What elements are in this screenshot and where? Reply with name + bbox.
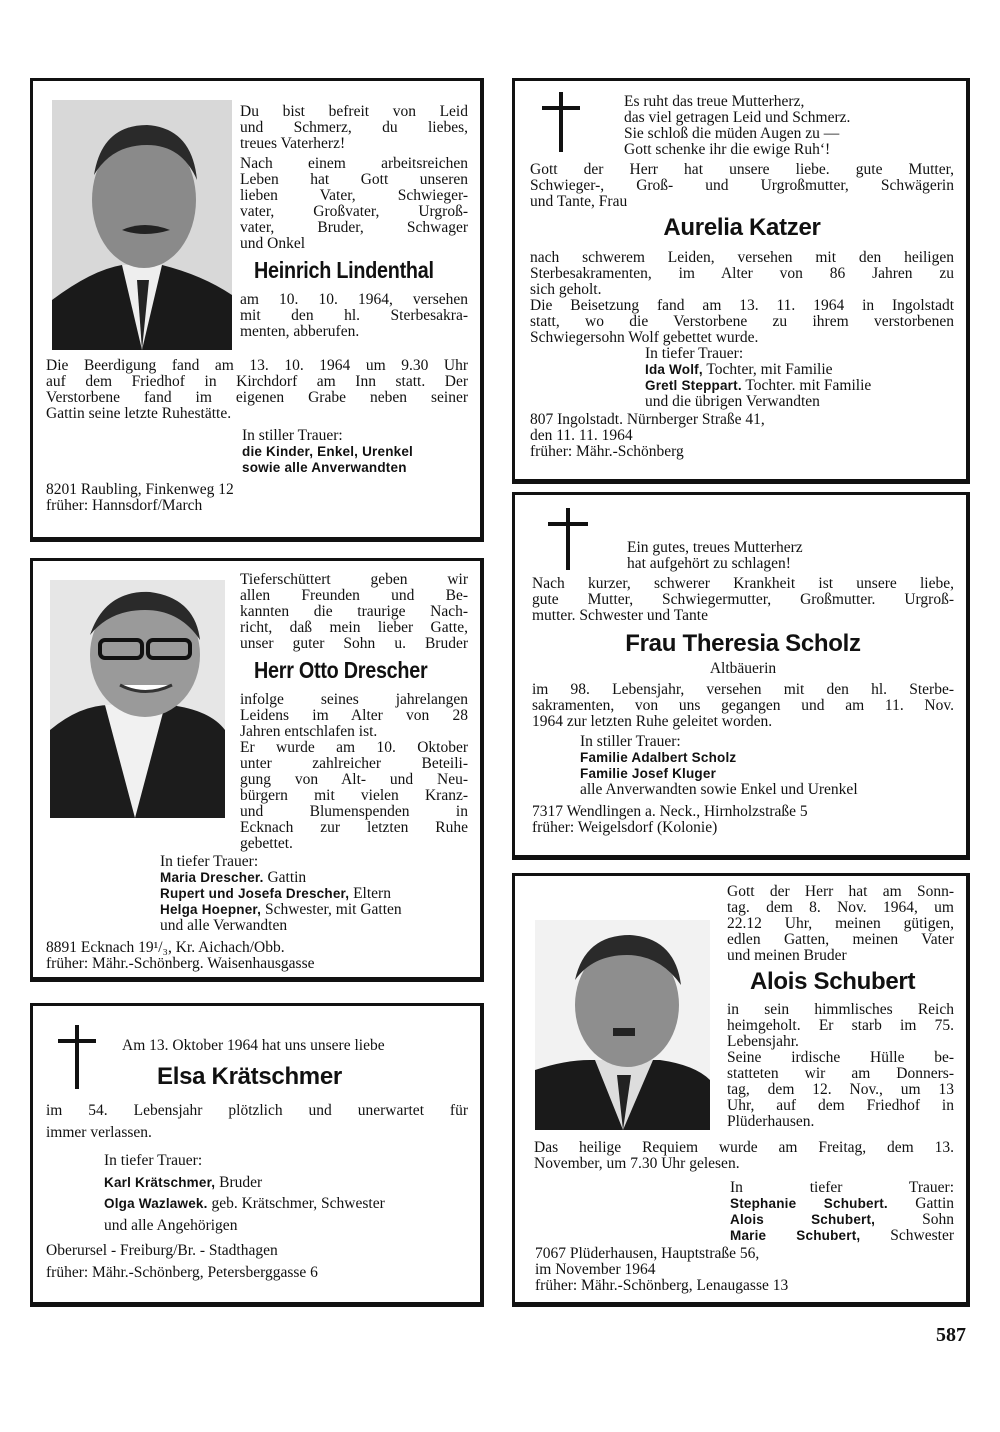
- text-line: heimgeholt. Er starb im 75.: [727, 1017, 954, 1034]
- text-line: lieben Vater, Schwieger-: [240, 187, 468, 204]
- mourners: [104, 1150, 468, 1236]
- text-line: November, um 7.30 Uhr gelesen.: [534, 1155, 740, 1172]
- text-line: [730, 1196, 954, 1212]
- death-text: [240, 292, 468, 340]
- text-line: Nach einem arbeitsreichen: [240, 155, 468, 172]
- text-line: Das heilige Requiem wurde am Freitag, dem 13.: [534, 1139, 954, 1156]
- text-line: In tiefer Trauer:: [730, 1179, 954, 1196]
- text-line: Ein gutes, treues Mutterherz: [627, 539, 803, 556]
- text-line: Leben hat Gott unseren: [240, 171, 468, 188]
- mourner-relation: Tochter, mit Familie: [702, 361, 833, 378]
- text-line: [580, 750, 954, 766]
- text-line: früher: Weigelsdorf (Kolonie): [532, 819, 718, 836]
- text-line: Gattin seine letzte Ruhestätte.: [46, 405, 232, 422]
- text-line: immer verlassen.: [46, 1123, 152, 1141]
- text-line: Sie schloß die müden Augen zu —: [624, 125, 840, 142]
- funeral-text: [46, 358, 468, 422]
- text-line: Tieferschüttert geben wir: [240, 571, 468, 588]
- intro-verse: [240, 104, 468, 152]
- text-line: früher: Mähr.-Schönberg, Lenaugasse 13: [535, 1277, 789, 1294]
- requiem-text: [534, 1140, 954, 1172]
- text-line: unser guter Sohn u. Bruder: [240, 635, 468, 652]
- text-line: treues Vaterherz!: [240, 135, 346, 152]
- text-line: richt, daß mein lieber Gatte,: [240, 619, 468, 636]
- deceased-name: Aurelia Katzer: [663, 214, 821, 241]
- text-line: 7067 Plüderhausen, Hauptstraße 56,: [535, 1245, 760, 1262]
- text-line: hat aufgehört zu schlagen!: [627, 555, 791, 572]
- mourners: [242, 428, 468, 476]
- text-line: früher: Hannsdorf/March: [46, 497, 203, 514]
- text-line: vater, Bruder, Schwager: [240, 219, 468, 236]
- announcement-text: [532, 576, 954, 624]
- text-line: In tiefer Trauer:: [104, 1152, 203, 1169]
- mourner-relation: Sohn: [875, 1211, 955, 1228]
- text-line: In tiefer Trauer:: [645, 345, 744, 362]
- text-line: gute Mutter, Schwiegermutter, Großmutter. Urgroß-: [532, 591, 954, 608]
- text-line: Plüderhausen.: [727, 1113, 815, 1130]
- text-line: mutter. Schwester und Tante: [532, 607, 708, 624]
- text-line: gebettet.: [240, 835, 293, 852]
- deceased-name: Frau Theresia Scholz: [625, 630, 861, 657]
- text-line: im 98. Lebensjahr, versehen mit den hl. Sterbe-: [532, 681, 954, 698]
- text-line: edlen Gatten, meinen Vater: [727, 931, 954, 948]
- text-line: kannten die traurige Nach-: [240, 603, 468, 620]
- text-line: unter zahlreicher Beteili-: [240, 755, 468, 772]
- text-line: 8201 Raubling, Finkenweg 12: [46, 481, 234, 498]
- verse: [624, 94, 954, 158]
- text-line: [645, 378, 954, 394]
- text-line: Oberursel - Freiburg/Br. - Stadthagen: [46, 1242, 278, 1259]
- text-line: und Tante, Frau: [530, 193, 628, 210]
- deceased-name: Heinrich Lindenthal: [254, 257, 434, 283]
- text-line: [242, 444, 468, 460]
- text-line: bürgern mit vielen Kranz-: [240, 787, 468, 804]
- address: [46, 482, 446, 514]
- page-number: 587: [936, 1324, 966, 1346]
- text-line: Nach kurzer, schwerer Krankheit ist unsere liebe,: [532, 575, 954, 592]
- portrait-photo-schubert: [535, 920, 710, 1130]
- text-line: und Schmerz, du liebes,: [240, 119, 468, 136]
- text-line: tag, dem 12. Nov., um 13: [727, 1081, 954, 1098]
- death-text: [727, 1002, 954, 1050]
- text-line: vater, Großvater, Urgroß-: [240, 203, 468, 220]
- text-line: [160, 902, 468, 918]
- mourner-name: Helga Hoepner,: [160, 902, 262, 917]
- death-text: [532, 682, 954, 730]
- portrait-photo-drescher: [50, 580, 225, 818]
- text-line: Du bist befreit von Leid: [240, 103, 468, 120]
- mourners: [730, 1180, 954, 1244]
- text-line: Lebensjahr.: [727, 1033, 799, 1050]
- text-line: nach schwerem Leiden, versehen mit den heiligen: [530, 249, 954, 266]
- text-line: In stiller Trauer:: [580, 733, 681, 750]
- text-line: [160, 870, 468, 886]
- mourner-relation: Gattin: [887, 1195, 955, 1212]
- address: [46, 1240, 446, 1283]
- text-line: und die übrigen Verwandten: [645, 393, 820, 410]
- portrait-photo-lindenthal: [52, 100, 232, 350]
- text-line: [104, 1172, 468, 1194]
- text-line: am 10. 10. 1964, versehen: [240, 291, 468, 308]
- text-line: 807 Ingolstadt. Nürnberger Straße 41,: [530, 411, 765, 428]
- text-line: früher: Mähr.-Schönberg, Petersberggasse 6: [46, 1263, 318, 1281]
- text-line: sich geholt.: [530, 281, 602, 298]
- text-line: [160, 886, 468, 902]
- mourner-relation: Schwester: [860, 1227, 955, 1244]
- mourner-name: Alois Schubert,: [730, 1212, 876, 1227]
- text-line: Er wurde am 10. Oktober: [240, 739, 468, 756]
- text-line: Es ruht das treue Mutterherz,: [624, 93, 805, 110]
- mourners: [645, 346, 954, 410]
- mourner-name: sowie alle Anverwandten: [242, 460, 407, 475]
- deceased-name: Herr Otto Drescher: [254, 657, 428, 683]
- text-line: Gott schenke ihr die ewige Ruh‘!: [624, 141, 831, 158]
- text-line: Gott der Herr hat unsere liebe. gute Mutter,: [530, 161, 954, 178]
- mourner-name: Familie Adalbert Scholz: [580, 750, 737, 765]
- text-line: gung von Alt- und Neu-: [240, 771, 468, 788]
- text-line: statteten wir am Donners-: [727, 1065, 954, 1082]
- text-line: Ecknach zur letzten Ruhe: [240, 819, 468, 836]
- deceased-name: Alois Schubert: [750, 968, 916, 995]
- mourner-relation: Tochter. mit Familie: [741, 377, 872, 394]
- death-text: [240, 692, 468, 740]
- announcement-text: [240, 156, 468, 252]
- text-line: im 54. Lebensjahr plötzlich und unerwartet für: [46, 1102, 468, 1119]
- intro-text: Am 13. Oktober 1964 hat uns unsere liebe: [122, 1037, 385, 1054]
- text-line: [242, 460, 468, 476]
- mourners: [160, 854, 468, 934]
- text-line: Die Beerdigung fand am 13. 10. 1964 um 9.30 Uhr: [46, 357, 468, 374]
- text-line: früher: Mähr.-Schönberg: [530, 443, 684, 460]
- mourner-name: die Kinder, Enkel, Urenkel: [242, 444, 414, 459]
- text-line: tag. dem 8. Nov. 1964, um: [727, 899, 954, 916]
- death-text: [530, 250, 954, 298]
- text-line: Uhr, auf dem Friedhof in: [727, 1097, 954, 1114]
- text-line: [104, 1193, 468, 1215]
- text-line: in sein himmlisches Reich: [727, 1001, 954, 1018]
- cross-icon: [548, 508, 588, 570]
- text-line: [730, 1212, 954, 1228]
- text-line: Seine irdische Hülle be-: [727, 1049, 954, 1066]
- mourner-name: Stephanie Schubert.: [730, 1196, 888, 1211]
- announcement-text: [727, 884, 954, 964]
- text-line: 22.12 Uhr, meinen gütigen,: [727, 915, 954, 932]
- text-line: Leidens im Alter von 28: [240, 707, 468, 724]
- text-line: statt, wo die Verstorbene zu ihrem verstorbenen: [530, 313, 954, 330]
- text-line: mit den hl. Sterbesakra-: [240, 307, 468, 324]
- text-line: und meinen Bruder: [727, 947, 847, 964]
- text-line: Gott der Herr hat am Sonn-: [727, 883, 954, 900]
- text-line: allen Freunden und Be-: [240, 587, 468, 604]
- text-line: Verstorbene fand im eigenen Grabe neben seiner: [46, 389, 468, 406]
- text-line: 7317 Wendlingen a. Neck., Hirnholzstraße 5: [532, 803, 808, 820]
- text-line: menten, abberufen.: [240, 323, 360, 340]
- text-line: alle Anverwandten sowie Enkel und Urenkel: [580, 781, 858, 798]
- mourner-name: Olga Wazlawek.: [104, 1196, 208, 1211]
- text-line: 8891 Ecknach 19¹/₃, Kr. Aichach/Obb.: [46, 939, 285, 956]
- mourner-name: Gretl Steppart.: [645, 378, 742, 393]
- text-line: und alle Angehörigen: [104, 1216, 238, 1234]
- mourners: [580, 734, 954, 798]
- address: [530, 412, 930, 460]
- text-line: auf dem Friedhof in Kirchdorf am Inn statt. Der: [46, 373, 468, 390]
- address: [535, 1246, 935, 1294]
- text-line: früher: Mähr.-Schönberg. Waisenhausgasse: [46, 955, 315, 972]
- text-line: infolge seines jahrelangen: [240, 691, 468, 708]
- mourner-relation: geb. Krätschmer, Schwester: [207, 1195, 385, 1212]
- text-line: Jahren entschlafen ist.: [240, 723, 378, 740]
- mourner-name: Karl Krätschmer,: [104, 1174, 216, 1190]
- text-line: Sterbesakramenten, im Alter von 86 Jahren zu: [530, 265, 954, 282]
- cross-icon: [58, 1025, 96, 1089]
- text-line: Schwiegersohn Wolf gebettet wurde.: [530, 329, 759, 346]
- verse: [627, 540, 927, 572]
- burial-text: [240, 740, 468, 852]
- text-line: 1964 zur letzten Ruhe geleitet worden.: [532, 713, 773, 730]
- mourner-relation: Schwester, mit Gatten: [261, 901, 402, 918]
- address: [46, 940, 446, 972]
- text-line: Schwieger-, Groß- und Urgroßmutter, Schwägerin: [530, 177, 954, 194]
- mourner-name: Maria Drescher.: [160, 870, 264, 885]
- mourner-relation: Gattin: [263, 869, 307, 886]
- mourner-name: Rupert und Josefa Drescher,: [160, 886, 350, 901]
- text-line: das viel getragen Leid und Schmerz.: [624, 109, 851, 126]
- burial-text: [727, 1050, 954, 1130]
- announcement-text: [530, 162, 954, 210]
- mourner-relation: Bruder: [215, 1173, 263, 1191]
- text-line: und alle Verwandten: [160, 917, 288, 934]
- funeral-text: [530, 298, 954, 346]
- text-line: und Onkel: [240, 235, 306, 252]
- deceased-name: Elsa Krätschmer: [157, 1063, 342, 1090]
- text-line: den 11. 11. 1964: [530, 427, 633, 444]
- text-line: [730, 1228, 954, 1244]
- death-text: [46, 1100, 468, 1143]
- cross-icon: [542, 92, 580, 152]
- mourner-name: Ida Wolf,: [645, 362, 703, 377]
- text-line: [645, 362, 954, 378]
- text-line: In tiefer Trauer:: [160, 853, 259, 870]
- mourner-relation: Eltern: [349, 885, 391, 902]
- address: [532, 804, 932, 836]
- mourner-name: Marie Schubert,: [730, 1228, 861, 1243]
- text-line: In stiller Trauer:: [242, 427, 343, 444]
- deceased-title: Altbäuerin: [709, 660, 777, 677]
- mourner-name: Familie Josef Kluger: [580, 766, 717, 781]
- text-line: Die Beisetzung fand am 13. 11. 1964 in Ingolstadt: [530, 297, 954, 314]
- text-line: und Blumenspenden in: [240, 803, 468, 820]
- text-line: im November 1964: [535, 1261, 656, 1278]
- text-line: [580, 766, 954, 782]
- announcement-text: [240, 572, 468, 652]
- text-line: sakramenten, von uns gegangen und am 11. Nov.: [532, 697, 954, 714]
